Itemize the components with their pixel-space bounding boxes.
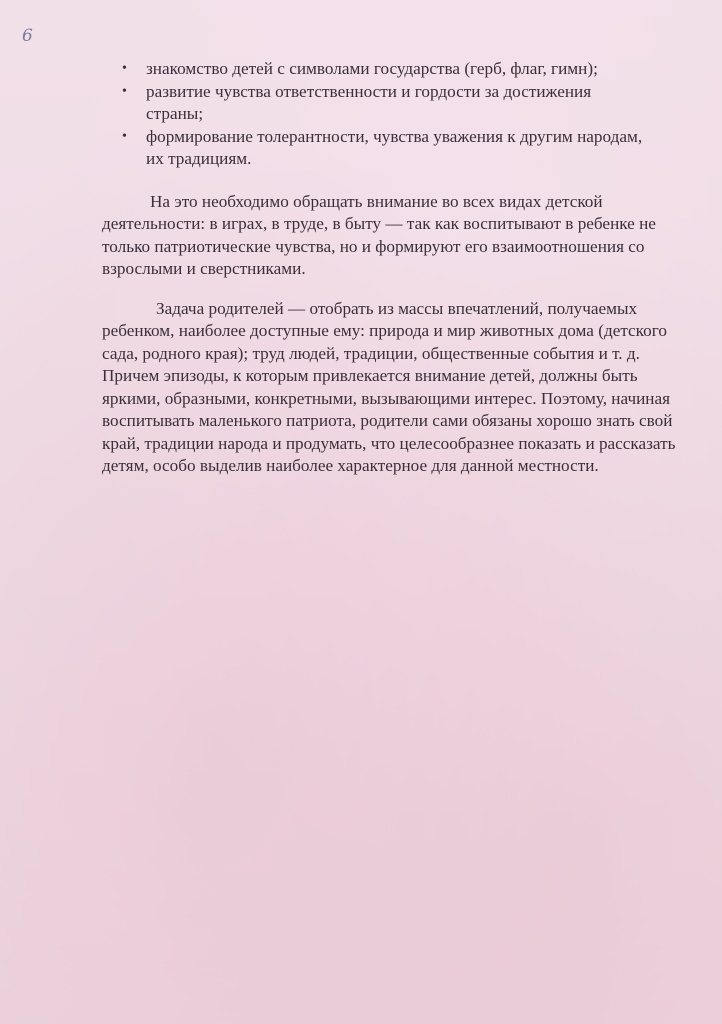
bullet-icon: • — [122, 128, 127, 144]
bullet-item — [102, 58, 646, 81]
bullet-text: формирование толерантности, чувства уважения к другим народам, их традициям. — [146, 126, 643, 168]
bullet-list — [102, 58, 692, 171]
bullet-item — [102, 126, 646, 171]
document-body — [102, 58, 692, 495]
paragraph: На это необходимо обращать внимание во всех видах детской деятельности: в играх, в труде, в быту — так как воспитывают в ребенке не только патриотические чувства, но и формируют его взаимоотношения со взрослыми и сверстниками. — [102, 191, 656, 278]
bullet-text: развитие чувства ответственности и гордости за достижения страны; — [146, 81, 592, 123]
paragraph: Задача родителей — отобрать из массы впечатлений, получаемых ребенком, наиболее доступные ему: природа и мир животных дома (детского сада, родного края); труд людей, традиции, общественные события и т. д. Причем эпизоды, к которым привлекается внимание детей, должны быть яркими, образными, конкретными, вызывающими интерес. Поэтому, начиная воспитывать маленького патриота, родители сами обязаны хорошо знать свой край, традиции народа и продумать, что целесообразнее показать и рассказать детям, особо выделив наиболее характерное для данной местности. — [102, 298, 676, 476]
bullet-icon: • — [122, 61, 127, 76]
bullet-icon: • — [122, 83, 127, 99]
page-number: 6 — [22, 26, 33, 46]
bullet-text: знакомство детей с символами государства (герб, флаг, гимн); — [146, 59, 598, 78]
bullet-item — [102, 81, 646, 126]
